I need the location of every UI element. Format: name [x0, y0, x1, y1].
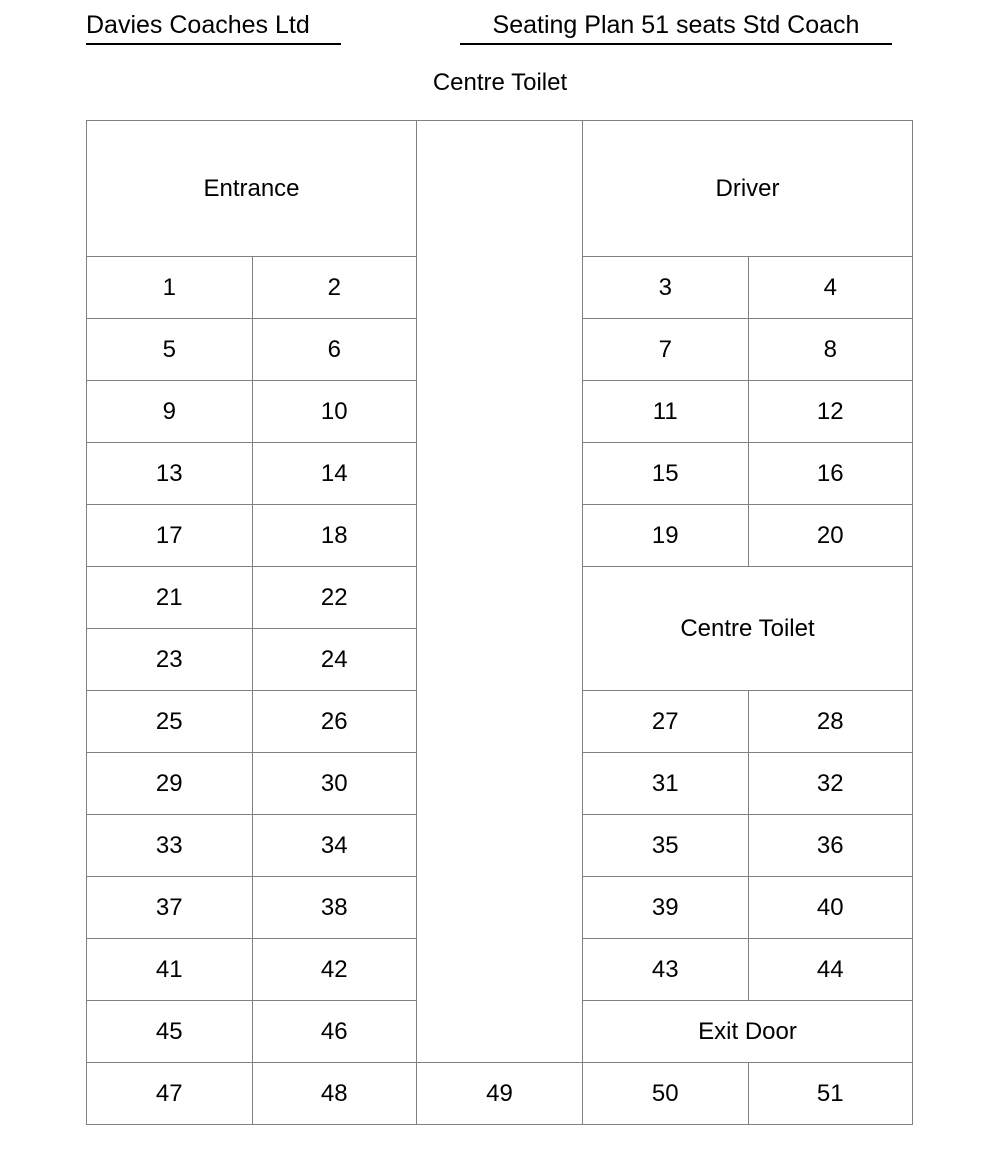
table-row: [87, 938, 416, 1000]
table-row: [87, 876, 416, 938]
centre-toilet-zone-row: [583, 566, 912, 690]
table-row: [87, 318, 416, 380]
table-row: [87, 256, 416, 318]
seat-cell[interactable]: 12: [748, 381, 913, 442]
seat-cell[interactable]: 15: [651, 459, 679, 487]
seat-cell[interactable]: 38: [252, 877, 417, 938]
seat-cell[interactable]: 25: [155, 707, 183, 735]
table-row: [87, 504, 416, 566]
aisle-empty-cell: [417, 121, 582, 1062]
seat-cell[interactable]: 24: [252, 629, 417, 690]
seat-cell[interactable]: 50: [651, 1079, 679, 1107]
table-row: [87, 1062, 416, 1124]
seat-cell[interactable]: 39: [651, 893, 679, 921]
seat-cell[interactable]: 49: [486, 1079, 513, 1107]
seat-cell[interactable]: 9: [162, 397, 176, 425]
plan-subtitle: Centre Toilet: [432, 69, 568, 96]
table-row: [87, 752, 416, 814]
seat-cell[interactable]: 45: [155, 1017, 183, 1045]
seat-cell[interactable]: 13: [155, 459, 183, 487]
seat-cell[interactable]: 34: [252, 815, 417, 876]
seat-cell[interactable]: 10: [252, 381, 417, 442]
table-row: [87, 1000, 416, 1062]
table-row: [87, 380, 416, 442]
centre-toilet-label: Centre Toilet: [680, 614, 815, 642]
table-row: [583, 938, 912, 1000]
seat-cell[interactable]: 46: [252, 1001, 417, 1062]
seat-cell[interactable]: 16: [748, 443, 913, 504]
seat-cell[interactable]: 27: [651, 707, 679, 735]
table-row: [417, 1062, 582, 1124]
seat-cell[interactable]: 4: [748, 257, 913, 318]
seat-cell[interactable]: 51: [748, 1063, 913, 1124]
driver-zone-row: [583, 121, 912, 256]
seat-cell[interactable]: 19: [651, 521, 679, 549]
seat-cell[interactable]: 29: [155, 769, 183, 797]
seat-cell[interactable]: 8: [748, 319, 913, 380]
exit-door-zone-row: [583, 1000, 912, 1062]
table-row: [87, 690, 416, 752]
table-row: [583, 1062, 912, 1124]
page-title: Seating Plan 51 seats Std Coach: [460, 8, 892, 45]
table-row: [583, 814, 912, 876]
seat-cell[interactable]: 2: [252, 257, 417, 318]
seat-cell[interactable]: 28: [748, 691, 913, 752]
seat-cell[interactable]: 31: [651, 769, 679, 797]
seat-cell[interactable]: 30: [252, 753, 417, 814]
seat-cell[interactable]: 43: [651, 955, 679, 983]
table-row: [87, 814, 416, 876]
table-row: [583, 318, 912, 380]
company-name: Davies Coaches Ltd: [86, 8, 341, 45]
seat-cell[interactable]: 18: [252, 505, 417, 566]
table-row: [87, 442, 416, 504]
seat-cell[interactable]: 23: [155, 645, 183, 673]
right-seat-block: [583, 121, 913, 1125]
table-row: [583, 752, 912, 814]
aisle-gangway: [417, 121, 582, 1062]
seating-plan-table: [86, 120, 913, 1125]
seat-cell[interactable]: 33: [155, 831, 183, 859]
exit-door-label: Exit Door: [698, 1017, 797, 1045]
seat-cell[interactable]: 36: [748, 815, 913, 876]
seat-cell[interactable]: 3: [658, 273, 672, 301]
seat-cell[interactable]: 21: [155, 583, 183, 611]
seat-cell[interactable]: 44: [748, 939, 913, 1000]
centre-aisle-block: [417, 121, 583, 1125]
table-row: [87, 628, 416, 690]
seat-cell[interactable]: 14: [252, 443, 417, 504]
seat-cell[interactable]: 47: [155, 1079, 183, 1107]
table-row: [583, 690, 912, 752]
seat-cell[interactable]: 11: [652, 397, 678, 425]
table-row: [583, 380, 912, 442]
seat-cell[interactable]: 26: [252, 691, 417, 752]
entrance-zone-row: [87, 121, 416, 256]
left-seat-block: [86, 121, 417, 1125]
seat-cell[interactable]: 1: [162, 273, 176, 301]
entrance-label: Entrance: [203, 174, 300, 202]
seat-cell[interactable]: 17: [155, 521, 183, 549]
table-row: [583, 442, 912, 504]
table-row: [87, 566, 416, 628]
seat-cell[interactable]: 6: [252, 319, 417, 380]
page-header: [0, 8, 1000, 52]
seat-cell[interactable]: 35: [651, 831, 679, 859]
seat-cell[interactable]: 41: [155, 955, 183, 983]
seat-cell[interactable]: 32: [748, 753, 913, 814]
seat-cell[interactable]: 20: [748, 505, 913, 566]
table-row: [583, 504, 912, 566]
seat-cell[interactable]: 40: [748, 877, 913, 938]
driver-label: Driver: [715, 174, 780, 202]
seat-cell[interactable]: 37: [155, 893, 183, 921]
seat-cell[interactable]: 5: [162, 335, 176, 363]
seat-cell[interactable]: 7: [658, 335, 672, 363]
table-row: [583, 876, 912, 938]
table-row: [583, 256, 912, 318]
seat-cell[interactable]: 22: [252, 567, 417, 628]
seat-cell[interactable]: 48: [252, 1063, 417, 1124]
seat-cell[interactable]: 42: [252, 939, 417, 1000]
